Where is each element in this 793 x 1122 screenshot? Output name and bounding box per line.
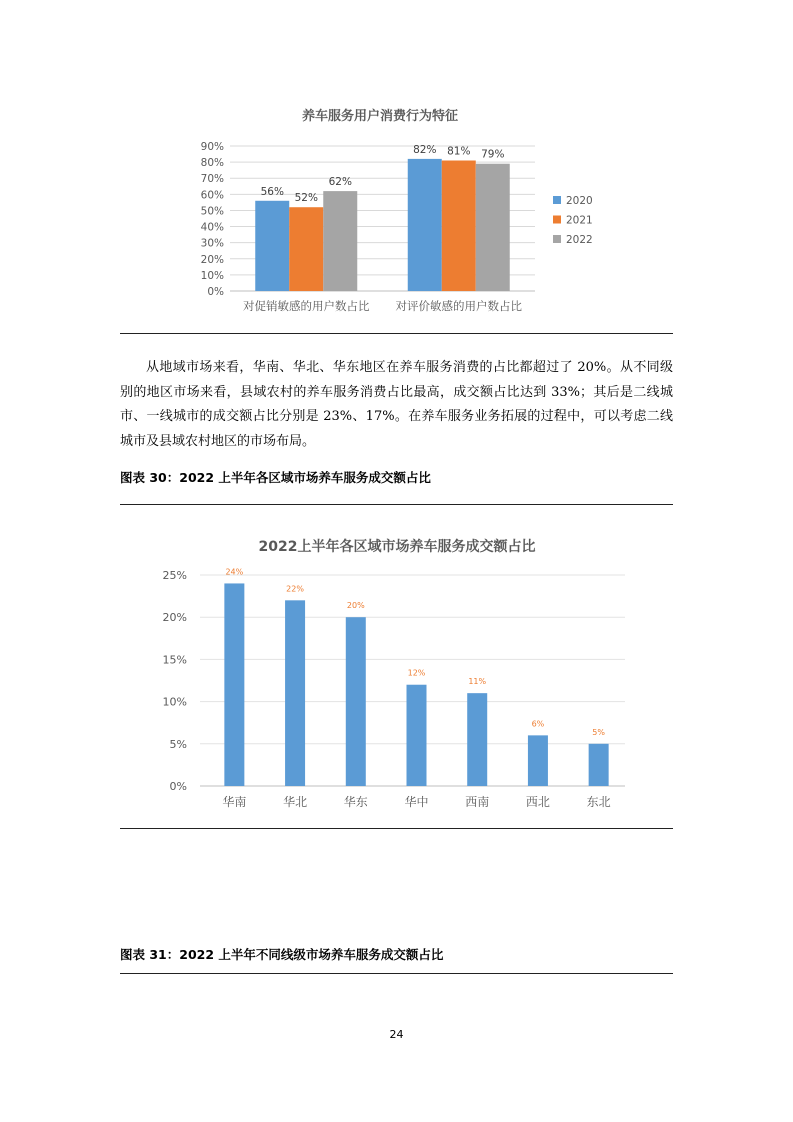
legend-label: 2021 <box>566 214 593 227</box>
y-tick-label: 40% <box>200 221 224 234</box>
figure-caption-31: 图表 31：2022 上半年不同线级市场养车服务成交额占比 <box>120 947 444 962</box>
chart-title: 养车服务用户消费行为特征 <box>301 109 459 124</box>
chart-regional-share <box>120 526 673 820</box>
figure-caption-30: 图表 30：2022 上半年各区域市场养车服务成交额占比 <box>120 470 431 485</box>
bar-2020 <box>255 201 289 291</box>
x-category-label: 华中 <box>404 795 429 809</box>
y-tick-label: 10% <box>162 695 187 709</box>
data-label: 22% <box>286 584 304 594</box>
y-tick-label: 90% <box>200 141 224 153</box>
chart-consumer-behavior <box>120 96 673 328</box>
chart-title: 2022上半年各区域市场养车服务成交额占比 <box>258 539 536 555</box>
y-tick-label: 80% <box>200 157 224 170</box>
y-tick-label: 0% <box>169 780 187 793</box>
legend-swatch-2021 <box>553 216 561 224</box>
x-category-label: 对促销敏感的用户数占比 <box>243 299 370 313</box>
y-tick-label: 5% <box>169 737 187 751</box>
data-label: 62% <box>328 176 352 189</box>
y-tick-label: 30% <box>200 237 224 250</box>
bar-2020 <box>408 159 442 291</box>
bar <box>346 617 366 786</box>
x-category-label: 东北 <box>586 795 611 809</box>
divider-rule <box>120 333 673 334</box>
page-number: 24 <box>389 1028 404 1041</box>
data-label: 79% <box>481 148 505 161</box>
y-tick-label: 20% <box>162 611 187 625</box>
bar <box>589 744 609 786</box>
legend-swatch-2022 <box>553 235 561 243</box>
bar <box>407 685 427 786</box>
chart-regional-share-svg <box>120 526 673 820</box>
divider-rule <box>120 973 673 974</box>
data-label: 56% <box>260 185 284 198</box>
bar <box>528 735 548 786</box>
y-tick-label: 15% <box>162 653 187 667</box>
legend-swatch-2020 <box>553 196 561 204</box>
y-tick-label: 20% <box>200 253 224 266</box>
y-tick-label: 70% <box>200 173 224 186</box>
x-category-label: 华北 <box>283 795 308 809</box>
data-label: 6% <box>531 719 545 729</box>
bar-2022 <box>476 164 510 291</box>
bar-2022 <box>323 191 357 291</box>
x-category-label: 对评价敏感的用户数占比 <box>395 299 522 313</box>
chart-consumer-behavior-svg <box>120 96 673 328</box>
data-label: 52% <box>294 192 318 205</box>
x-category-label: 西南 <box>465 795 490 809</box>
bar <box>285 600 305 786</box>
data-label: 12% <box>407 668 426 678</box>
x-category-label: 西北 <box>525 795 550 809</box>
bar <box>467 693 487 786</box>
data-label: 82% <box>413 143 437 156</box>
y-tick-label: 50% <box>200 205 224 218</box>
x-category-label: 华南 <box>222 795 247 809</box>
divider-rule <box>120 504 673 505</box>
legend-label: 2022 <box>566 234 593 246</box>
data-label: 5% <box>592 727 605 737</box>
y-tick-label: 0% <box>207 286 224 298</box>
y-tick-label: 60% <box>200 189 224 202</box>
data-label: 24% <box>225 567 244 577</box>
body-paragraph: 从地域市场来看，华南、华北、华东地区在养车服务消费的占比都超过了 20%。从不同级别的地区市场来看，县域农村的养车服务消费占比最高，成交额占比达到 33%；其后是二线城市、一线城市的成交额占比分别是 23%、17%。在养车服务业务拓展的过程中，可以考虑二线城市及县域农村地区的市场布局。 <box>120 360 673 449</box>
y-tick-label: 10% <box>200 269 224 282</box>
data-label: 81% <box>447 145 471 158</box>
divider-rule <box>120 828 673 829</box>
y-tick-label: 25% <box>162 569 187 582</box>
bar <box>224 583 244 786</box>
data-label: 20% <box>346 601 365 611</box>
bar-2021 <box>442 161 476 292</box>
x-category-label: 华东 <box>343 795 368 809</box>
bar-2021 <box>289 207 323 291</box>
legend-label: 2020 <box>566 195 593 207</box>
data-label: 11% <box>468 677 487 687</box>
